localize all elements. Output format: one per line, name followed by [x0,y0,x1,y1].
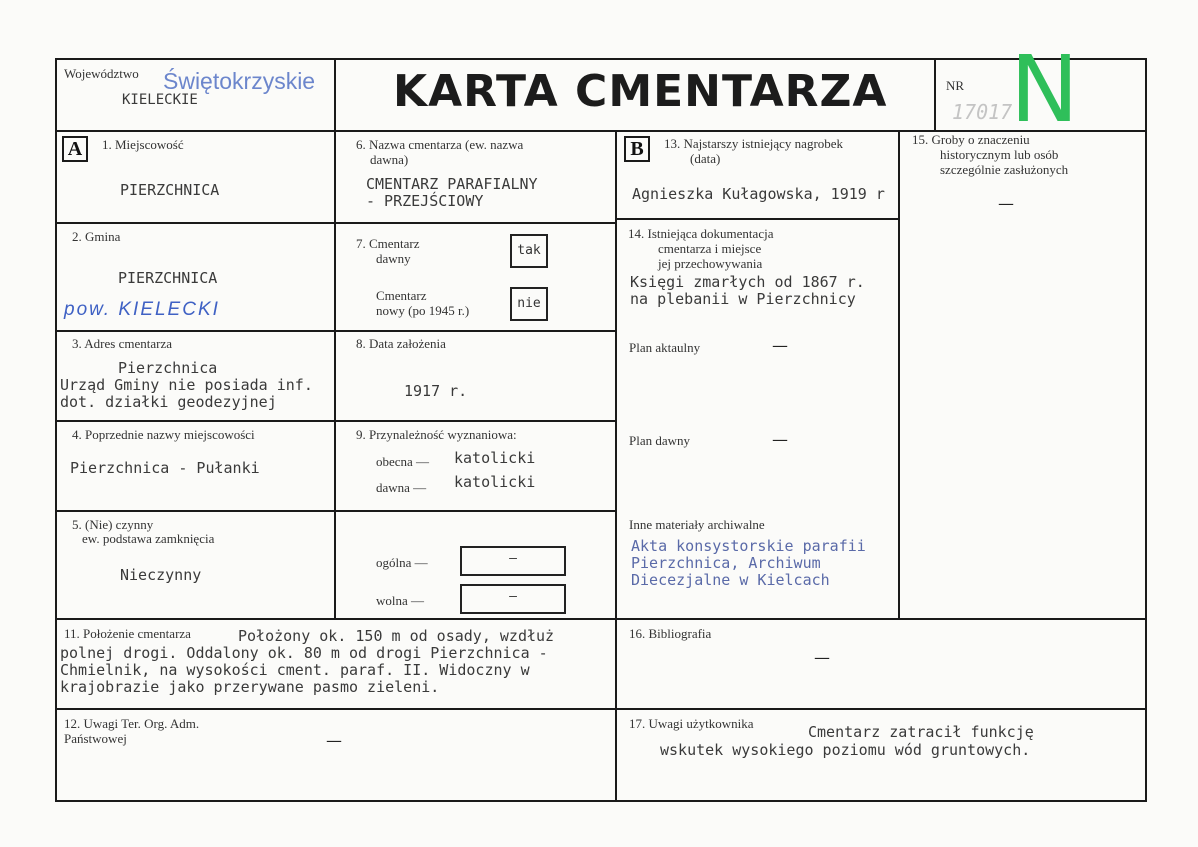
field-6-label: 6. Nazwa cmentarza (ew. nazwa [356,137,524,152]
field-9-label: 9. Przynależność wyznaniowa: [356,427,517,442]
nr-label: NR [946,78,965,93]
field-13-label: 13. Najstarszy istniejący nagrobek [664,136,844,151]
field-2-label: 2. Gmina [72,229,121,244]
rule [55,618,1147,620]
plan-aktualny-value: — [772,336,788,355]
wojewodztwo-typed: KIELECKIE [122,92,198,108]
section-b-letter: B [624,136,650,162]
field-10-wolna-label: wolna — [376,593,425,608]
field-14-label: 14. Istniejąca dokumentacja [628,226,774,241]
nr-letter: N [1010,36,1079,143]
field-3-line: Urząd Gminy nie posiada inf. [60,376,313,394]
inne-materialy-label: Inne materiały archiwalne [629,517,765,532]
field-9-dawna-label: dawna — [376,480,427,495]
rule [55,58,57,802]
field-16-value: — [814,648,830,667]
field-13-value: Agnieszka Kułagowska, 1919 r [632,185,885,203]
field-10-wolna-box: — [460,584,566,614]
rule [1145,58,1147,802]
field-14-label: cmentarza i miejsce [658,241,762,256]
field-9-obecna-label: obecna — [376,454,430,469]
field-4-value: Pierzchnica - Pułanki [70,459,260,477]
field-7a-label: dawny [376,251,411,266]
wojewodztwo-stamp: Świętokrzyskie [163,68,316,94]
field-11-line: Chmielnik, na wysokości cment. paraf. II. Widoczny w [60,661,530,679]
field-1-label: 1. Miejscowość [102,137,184,152]
field-11-label: 11. Położenie cmentarza [64,626,191,641]
field-7b-label: Cmentarz [376,288,427,303]
rule [934,58,936,130]
field-7a-checkbox: tak [510,234,548,268]
field-9-dawna-value: katolicki [454,473,536,491]
plan-dawny-value: — [772,430,788,449]
field-10-ogolna-label: ogólna — [376,555,428,570]
rule [898,130,900,620]
field-6-line: CMENTARZ PARAFIALNY [366,175,538,193]
field-14-line: Księgi zmarłych od 1867 r. [630,273,865,291]
inne-materialy-line: Akta konsystorskie parafii [631,537,866,555]
field-3-line: dot. działki geodezyjnej [60,393,277,411]
inne-materialy-line: Pierzchnica, Archiwum [631,554,821,572]
field-2-handwritten: pow. KIELECKI [64,299,220,320]
rule [55,800,1147,802]
wojewodztwo-label: Województwo [64,66,139,81]
plan-dawny-label: Plan dawny [629,433,691,448]
field-12-value: — [326,731,342,750]
field-5-label: ew. podstawa zamknięcia [82,531,215,546]
rule [615,218,900,220]
field-15-value: — [998,194,1014,213]
field-1-value: PIERZCHNICA [120,181,220,199]
field-11-line: Położony ok. 150 m od osady, wzdłuż [238,627,555,645]
field-4-label: 4. Poprzednie nazwy miejscowości [72,427,255,442]
field-13-label: (data) [690,151,721,166]
field-8-label: 8. Data założenia [356,336,446,351]
field-14-line: na plebanii w Pierzchnicy [630,290,856,308]
section-a-letter: A [62,136,88,162]
field-7b-checkbox: nie [510,287,548,321]
inne-materialy-line: Diecezjalne w Kielcach [631,571,830,589]
field-17-line: wskutek wysokiego poziomu wód gruntowych. [660,741,1031,759]
field-7b-label: nowy (po 1945 r.) [376,303,470,318]
field-6-line: - PRZEJŚCIOWY [366,192,484,210]
field-14-label: jej przechowywania [658,256,763,271]
field-12-label: 12. Uwagi Ter. Org. Adm. [64,716,200,731]
rule [55,58,1147,60]
rule [55,510,615,512]
field-3-label: 3. Adres cmentarza [72,336,172,351]
field-17-line: Cmentarz zatracił funkcję [808,723,1034,741]
field-17-label: 17. Uwagi użytkownika [629,716,754,731]
field-5-label: 5. (Nie) czynny [72,517,154,532]
rule [334,58,336,620]
field-15-label: 15. Groby o znaczeniu [912,132,1030,147]
rule [55,420,615,422]
rule [55,708,1147,710]
page-title: KARTA CMENTARZA [393,66,888,117]
rule [615,130,617,802]
rule [55,222,615,224]
nr-value: 17017 [952,100,1013,124]
field-2-value: PIERZCHNICA [118,269,218,287]
field-11-line: krajobrazie jako przerywane pasmo zieleni. [60,678,440,696]
field-5-value: Nieczynny [120,566,202,584]
field-15-label: szczególnie zasłużonych [940,162,1069,177]
field-6-label: dawna) [370,152,409,167]
field-11-line: polnej drogi. Oddalony ok. 80 m od drogi Pierzchnica - [60,644,548,662]
field-7a-label: 7. Cmentarz [356,236,420,251]
plan-aktualny-label: Plan aktaulny [629,340,701,355]
field-3-line: Pierzchnica [118,359,218,377]
field-16-label: 16. Bibliografia [629,626,712,641]
field-12-label: Państwowej [64,731,127,746]
field-10-ogolna-box: — [460,546,566,576]
field-8-value: 1917 r. [404,382,468,400]
field-9-obecna-value: katolicki [454,449,536,467]
rule [55,330,615,332]
field-15-label: historycznym lub osób [940,147,1059,162]
